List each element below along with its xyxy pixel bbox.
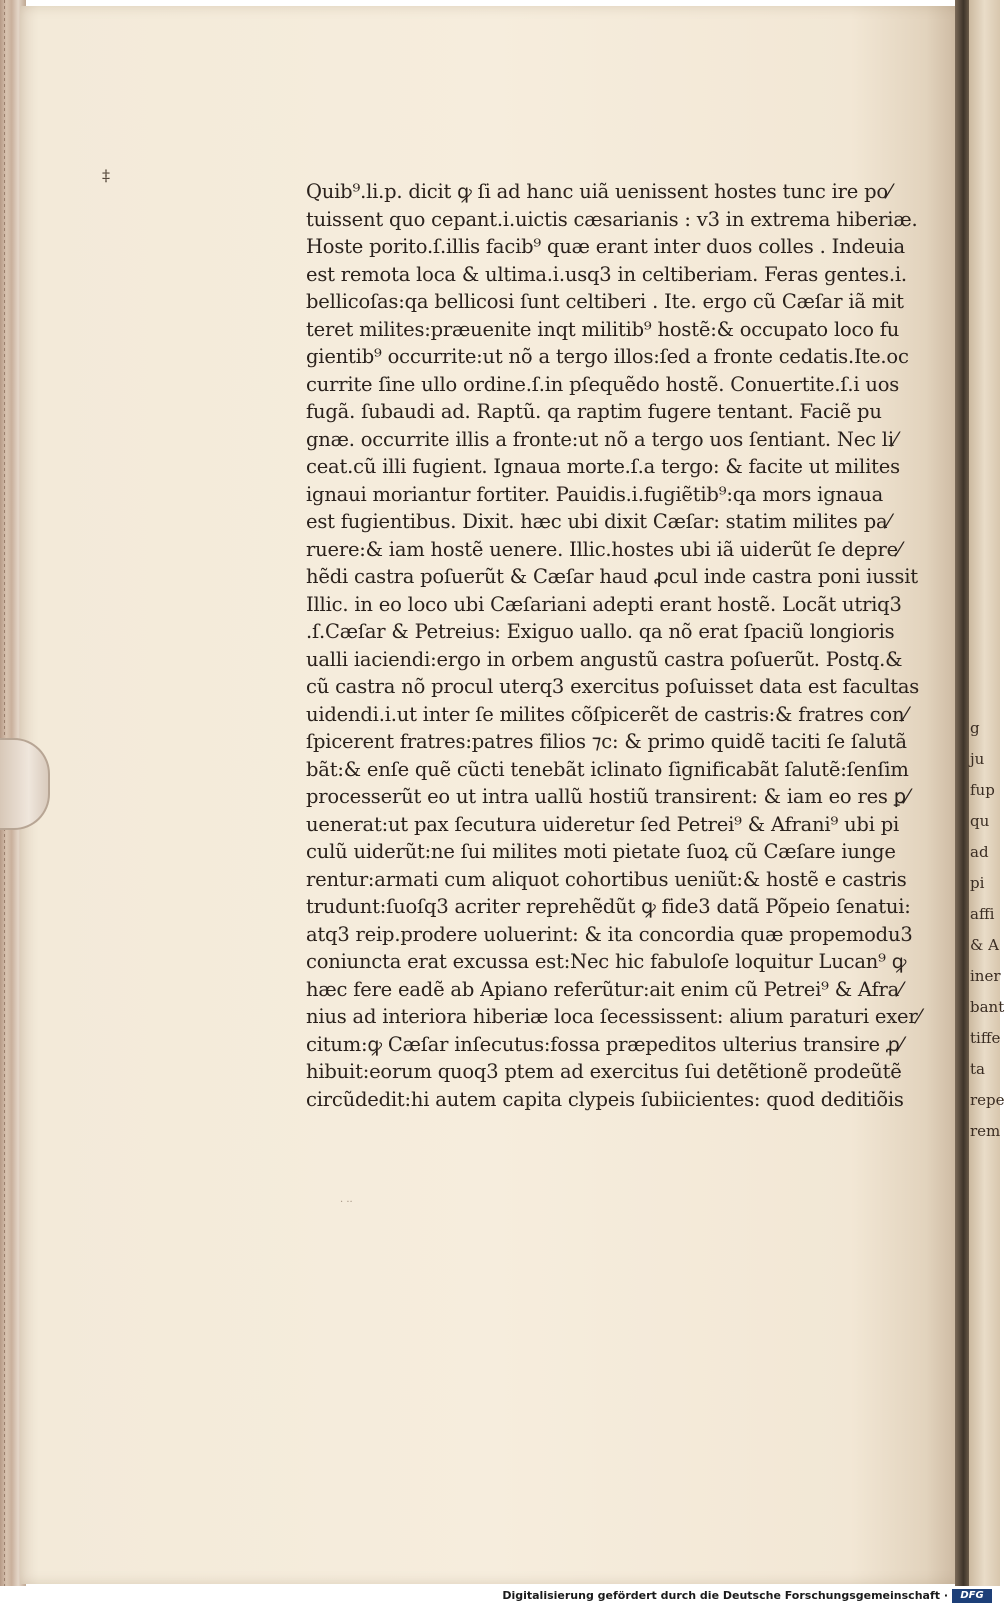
facing-page-fragment: tiffe (970, 1029, 1001, 1047)
text-line: nius ad interiora hiberiæ loca ſecessissent: alium paraturi exer⁄ (306, 1005, 921, 1028)
text-line: ignaui moriantur fortiter. Pauidis.i.fugiẽtib⁹:qa mors ignaua (306, 482, 884, 506)
facing-page-fragment: ad (970, 843, 989, 861)
text-line: fugã. ſubaudi ad. Raptũ. qa raptim fugere tentant. Faciẽ pu (306, 400, 882, 423)
text-line: gnæ. occurrite illis a fronte:ut nõ a tergo uos ſentiant. Nec li⁄ (306, 427, 897, 451)
facing-page-fragment: ju (970, 750, 985, 768)
text-line: citum:ꝙ Cæſar inſecutus:fossa præpeditos ulterius transire ꝓ⁄ (306, 1032, 903, 1056)
text-line: hibuit:eorum quoq3 ptem ad exercitus ſui detẽtionẽ prodeũtẽ (306, 1060, 902, 1083)
credit-text: Digitalisierung gefördert durch die Deutsche Forschungsgemeinschaft · (502, 1589, 948, 1602)
facing-page-fragment: pi (970, 874, 985, 892)
text-line: ceat.cũ illi fugient. Ignaua morte.ſ.a tergo: & facite ut milites (306, 455, 900, 478)
text-line: tuissent quo cepant.i.uictis cæsarianis : v3 in extrema hiberiæ. (306, 207, 918, 231)
text-line: processerũt eo ut intra uallũ hostiũ transirent: & iam eo res ꝑ⁄ (306, 785, 909, 808)
text-line: trudunt:ſuoſq3 acriter reprehẽdũt ꝙ fide3 datã Põpeio ſenatui: (306, 895, 911, 918)
facing-page-fragment: iner (970, 967, 1001, 985)
text-line: cũ castra nõ procul uterq3 exercitus poſuisset data est facultas (306, 675, 920, 698)
facing-page-fragment: g (970, 719, 980, 737)
text-line: coniuncta erat excussa est:Nec hic fabuloſe loquitur Lucan⁹ ꝙ (306, 950, 907, 973)
text-line: ruere:& iam hostẽ uenere. Illic.hostes ubi iã uiderũt ſe depre⁄ (306, 537, 901, 561)
text-line: ualli iaciendi:ergo in orbem angustũ castra poſuerũt. Postq.& (306, 647, 903, 671)
text-line: est remota loca & ultima.i.usq3 in celtiberiam. Feras gentes.i. (306, 262, 907, 286)
facing-page-fragment: ta (970, 1060, 985, 1078)
text-line: hẽdi castra poſuerũt & Cæſar haud ꝓcul inde castra poni iussit (306, 565, 918, 588)
marginal-mark: ‡ (102, 166, 110, 185)
dfg-logo: DFG (952, 1589, 992, 1603)
text-line: teret milites:præuenite inqt militib⁹ hostẽ:& occupato loco fu (306, 317, 900, 341)
facing-page-fragment: rem (970, 1122, 1001, 1140)
text-line: uidendi.i.ut inter ſe milites cõſpicerẽt de castris:& fratres con⁄ (306, 702, 908, 726)
text-line: Hoste porito.ſ.illis facib⁹ quæ erant inter duos colles . Indeuia (306, 235, 905, 258)
facing-page-fragment: affi (970, 905, 995, 923)
text-line: .ſ.Cæſar & Petreius: Exiguo uallo. qa nõ erat ſpaciũ longioris (306, 620, 895, 643)
text-line: atq3 reip.prodere uoluerint: & ita concordia quæ propemodu3 (306, 922, 913, 946)
text-line: bellicoſas:qa bellicosi ſunt celtiberi . Ite. ergo cũ Cæſar iã mit (306, 290, 904, 313)
facing-page-fragment: qu (970, 812, 990, 830)
commentary-text-block (306, 178, 921, 1113)
book-gutter (955, 0, 969, 1586)
facing-page-fragment: & A (970, 936, 999, 954)
text-line: ſpicerent fratres:patres filios ⁊c: & primo quidẽ taciti ſe ſalutã (306, 730, 907, 753)
facing-page-fragment: fup (970, 781, 995, 799)
text-line: uenerat:ut pax ſecutura uideretur ſed Petrei⁹ & Afrani⁹ ubi pi (306, 812, 900, 836)
facing-page-fragment: repe (970, 1091, 1005, 1109)
footer-marks: · ·· (340, 1197, 353, 1208)
facing-page-fragment: bant (970, 998, 1005, 1016)
text-line: circũdedit:hi autem capita clypeis ſubiicientes: quod deditiõis (306, 1087, 904, 1111)
digitization-credit-bar (0, 1586, 1000, 1606)
text-line: est fugientibus. Dixit. hæc ubi dixit Cæſar: statim milites pa⁄ (306, 510, 891, 533)
text-line: bãt:& enſe quẽ cũcti tenebãt iclinato ſignificabãt ſalutẽ:ſenſim (306, 757, 909, 781)
text-line: Illic. in eo loco ubi Cæſariani adepti erant hostẽ. Locãt utriq3 (306, 592, 902, 616)
text-line: culũ uiderũt:ne ſui milites moti pietate ſuoꝝ cũ Cæſare iunge (306, 840, 896, 863)
text-line: hæc fere eadẽ ab Apiano referũtur:ait enim cũ Petrei⁹ & Afra⁄ (306, 977, 903, 1001)
text-line: gientib⁹ occurrite:ut nõ a tergo illos:ſed a fronte cedatis.Ite.oc (306, 345, 909, 368)
text-line: Quib⁹.li.p. dicit ꝙ ſi ad hanc uiã uenissent hostes tunc ire po⁄ (306, 180, 892, 203)
text-line: currite ſine ullo ordine.ſ.in pſequẽdo hostẽ. Conuertite.ſ.i uos (306, 372, 900, 396)
text-line: rentur:armati cum aliquot cohortibus ueniũt:& hostẽ e castris (306, 867, 907, 891)
